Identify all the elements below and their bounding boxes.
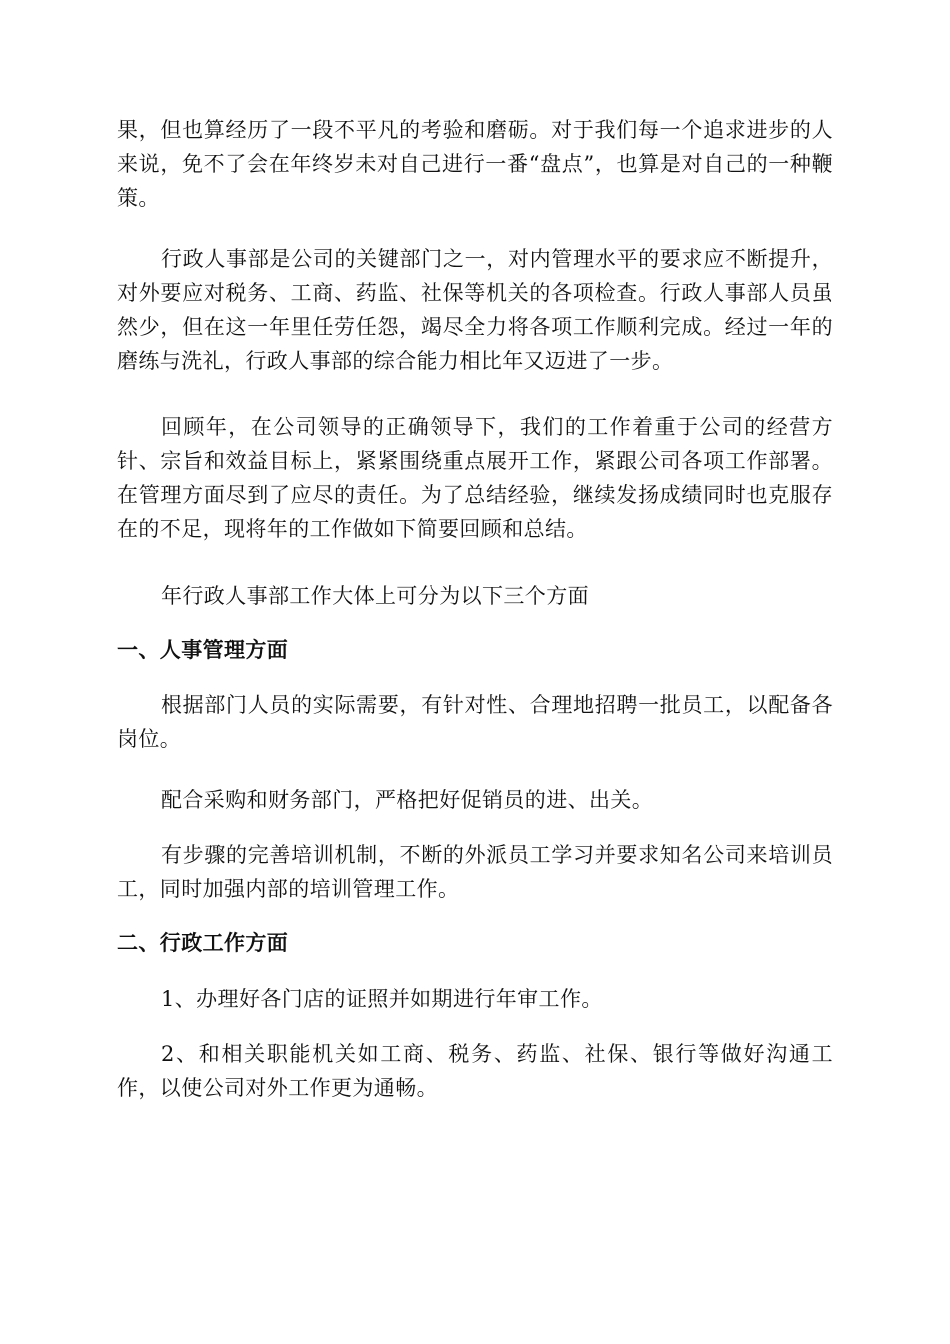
paragraph-three-aspects: 年行政人事部工作大体上可分为以下三个方面 xyxy=(161,584,589,608)
paragraph-year-end-reflection: 果，但也算经历了一段不平凡的考验和磨砺。对于我们每一个追求进步的人来说，免不了会在年终岁未对自己进行一番“盘点”，也算是对自己的一种鞭策。 xyxy=(117,118,833,210)
paragraph-year-review: 回顾年，在公司领导的正确领导下，我们的工作着重于公司的经营方针、宗旨和效益目标上，紧紧围绕重点展开工作，紧跟公司各项工作部署。在管理方面尽到了应尽的责任。为了总结经验，继续发扬成绩同时也克服存在的不足，现将年的工作做如下简要回顾和总结。 xyxy=(117,415,833,541)
paragraph-agency-communication: 2、和相关职能机关如工商、税务、药监、社保、银行等做好沟通工作，以使公司对外工作更为通畅。 xyxy=(117,1042,833,1100)
section-heading-personnel: 一、人事管理方面 xyxy=(117,637,289,662)
paragraph-licenses: 1、办理好各门店的证照并如期进行年审工作。 xyxy=(161,987,603,1011)
paragraph-training: 有步骤的完善培训机制，不断的外派员工学习并要求知名公司来培训员工，同时加强内部的培训管理工作。 xyxy=(117,843,833,901)
paragraph-promoter-control: 配合采购和财务部门，严格把好促销员的进、出关。 xyxy=(161,788,654,812)
paragraph-recruitment: 根据部门人员的实际需要，有针对性、合理地招聘一批员工，以配备各岗位。 xyxy=(117,693,833,751)
paragraph-department-role: 行政人事部是公司的关键部门之一，对内管理水平的要求应不断提升，对外要应对税务、工商、药监、社保等机关的各项检查。行政人事部人员虽然少，但在这一年里任劳任怨，竭尽全力将各项工作顺利完成。经过一年的磨练与洗礼，行政人事部的综合能力相比年又迈进了一步。 xyxy=(117,247,833,373)
section-heading-administration: 二、行政工作方面 xyxy=(117,930,289,955)
